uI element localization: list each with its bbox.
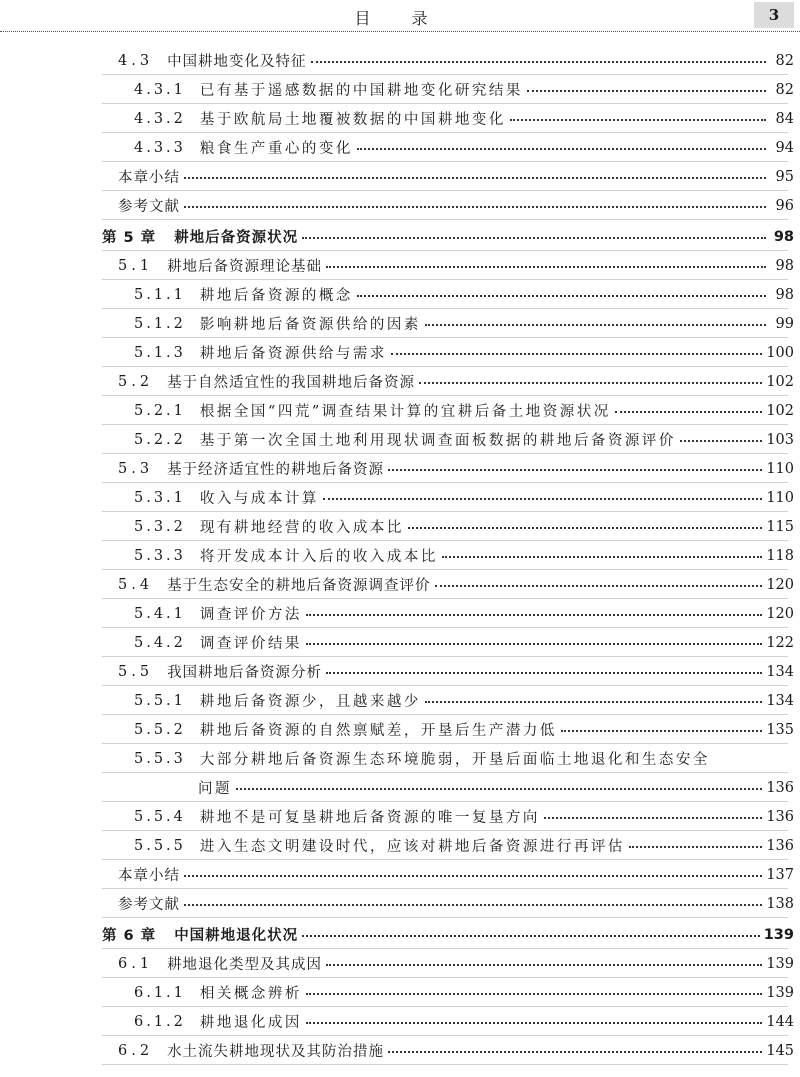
toc-entry-title: 问题	[198, 781, 232, 797]
toc-entry-page: 120	[766, 605, 794, 622]
toc-entry-page: 118	[766, 547, 794, 564]
toc-entry-title: 现有耕地经营的收入成本比	[199, 520, 404, 536]
toc-entry-title: 根据全国“四荒”调查结果计算的宜耕后备土地资源状况	[199, 404, 611, 420]
toc-entry-page: 102	[766, 373, 794, 390]
dot-leader	[311, 61, 766, 63]
dot-leader	[629, 846, 762, 848]
toc-entry[interactable]	[0, 949, 794, 978]
toc-entry-page: 134	[766, 692, 794, 709]
dot-leader	[357, 295, 766, 297]
toc-entry-number: 6.1.1	[134, 984, 186, 1001]
toc-entry-title: 基于生态安全的耕地后备资源调查评价	[167, 578, 431, 594]
dot-leader	[561, 730, 762, 732]
toc-entry-title: 影响耕地后备资源供给的因素	[199, 317, 421, 333]
toc-entry-title: 耕地退化类型及其成因	[167, 957, 323, 973]
page-number-badge: 3	[754, 2, 794, 28]
toc-entry-number: 5.3	[118, 460, 154, 477]
dot-leader	[326, 672, 762, 674]
toc-entry-title: 耕地后备资源少，且越来越少	[199, 694, 421, 710]
toc-entry-number: 5.5.5	[134, 837, 186, 854]
toc-entry-page: 98	[775, 257, 794, 274]
toc-entry[interactable]	[0, 773, 794, 802]
toc-chapter-entry[interactable]	[0, 222, 794, 251]
toc-entry-title: 参考文献	[118, 199, 180, 215]
dot-leader	[388, 1051, 762, 1053]
toc-entry[interactable]	[0, 541, 794, 570]
toc-entry-title: 耕地不是可复垦耕地后备资源的唯一复垦方向	[199, 810, 540, 826]
dot-leader	[388, 469, 762, 471]
toc-entry-page: 134	[766, 663, 794, 680]
toc-entry-page: 82	[775, 52, 794, 69]
toc-entry[interactable]	[0, 599, 794, 628]
dot-leader	[425, 701, 762, 703]
toc-entry-number: 5.2.1	[134, 402, 186, 419]
toc-entry-title: 耕地后备资源状况	[174, 230, 299, 246]
toc-entry[interactable]	[0, 162, 794, 191]
toc-entry-number: 6.1.2	[134, 1013, 186, 1030]
toc-entry-page: 144	[766, 1013, 794, 1030]
row-rule	[102, 219, 788, 220]
toc-entry-number: 5.3.1	[134, 489, 186, 506]
toc-entry-number: 5.4.1	[134, 605, 186, 622]
dot-leader	[680, 440, 762, 442]
toc-entry[interactable]	[0, 860, 794, 889]
toc-entry-page: 136	[766, 837, 794, 854]
toc-entry-title: 相关概念辨析	[199, 986, 302, 1002]
toc-entry-title: 进入生态文明建设时代，应该对耕地后备资源进行再评估	[199, 839, 625, 855]
dot-leader	[184, 206, 766, 208]
row-rule	[102, 1064, 788, 1065]
toc-entry-title: 基于自然适宜性的我国耕地后备资源	[167, 375, 416, 391]
table-of-contents	[0, 46, 800, 1065]
toc-entry-number: 4.3.3	[134, 139, 186, 156]
dot-leader	[184, 177, 766, 179]
toc-entry-title: 基于第一次全国土地利用现状调查面板数据的耕地后备资源评价	[199, 433, 676, 449]
dot-leader	[326, 266, 766, 268]
toc-entry[interactable]	[0, 802, 794, 831]
toc-entry[interactable]	[0, 744, 794, 773]
toc-entry-number: 5.1	[118, 257, 154, 274]
toc-entry-title: 本章小结	[118, 170, 180, 186]
toc-entry-page: 96	[775, 197, 794, 214]
toc-entry-number: 5.5.1	[134, 692, 186, 709]
toc-entry-page: 100	[766, 344, 794, 361]
toc-entry[interactable]	[0, 1036, 794, 1065]
toc-entry-title: 参考文献	[118, 897, 180, 913]
toc-entry-page: 98	[773, 228, 794, 245]
dot-leader	[184, 904, 762, 906]
toc-entry-title: 耕地后备资源的自然禀赋差，开垦后生产潜力低	[199, 723, 557, 739]
toc-entry-title: 本章小结	[118, 868, 180, 884]
toc-entry[interactable]	[0, 338, 794, 367]
toc-entry-page: 136	[766, 808, 794, 825]
dot-leader	[236, 788, 762, 790]
dot-leader	[184, 875, 762, 877]
toc-entry[interactable]	[0, 512, 794, 541]
row-rule	[102, 917, 788, 918]
dot-leader	[306, 1022, 762, 1024]
toc-entry-title: 耕地后备资源理论基础	[167, 259, 323, 275]
toc-entry-number: 4.3.2	[134, 110, 186, 127]
toc-entry-number: 第 5 章	[102, 230, 157, 246]
dot-leader	[425, 324, 766, 326]
toc-entry[interactable]	[0, 104, 794, 133]
toc-entry-title: 我国耕地后备资源分析	[167, 665, 323, 681]
toc-entry-page: 95	[775, 168, 794, 185]
toc-entry-number: 5.4.2	[134, 634, 186, 651]
toc-entry-title: 水土流失耕地现状及其防治措施	[167, 1044, 385, 1060]
toc-entry[interactable]	[0, 570, 794, 599]
dot-leader	[306, 643, 762, 645]
toc-entry-number: 5.5.4	[134, 808, 186, 825]
toc-entry-number: 第 6 章	[102, 928, 157, 944]
toc-entry-number: 6.2	[118, 1042, 154, 1059]
toc-entry-title: 大部分耕地后备资源生态环境脆弱，开垦后面临土地退化和生态安全	[199, 752, 710, 768]
toc-entry[interactable]	[0, 628, 794, 657]
toc-entry-page: 98	[775, 286, 794, 303]
toc-entry-title: 调查评价方法	[199, 607, 302, 623]
toc-entry-number: 5.5	[118, 663, 154, 680]
toc-entry-title: 耕地后备资源的概念	[199, 288, 353, 304]
dot-leader	[302, 935, 760, 937]
toc-entry-number: 5.5.3	[134, 750, 186, 767]
toc-entry-title: 粮食生产重心的变化	[199, 141, 353, 157]
toc-entry-page: 102	[766, 402, 794, 419]
toc-entry-title: 中国耕地退化状况	[174, 928, 299, 944]
toc-entry[interactable]	[0, 831, 794, 860]
dot-leader	[442, 556, 762, 558]
dot-leader	[323, 498, 762, 500]
toc-entry[interactable]	[0, 280, 794, 309]
toc-entry-number: 5.2.2	[134, 431, 186, 448]
toc-entry-title: 已有基于遥感数据的中国耕地变化研究结果	[199, 83, 523, 99]
dot-leader	[419, 382, 762, 384]
toc-entry[interactable]	[0, 396, 794, 425]
toc-entry-number: 5.3.3	[134, 547, 186, 564]
dot-leader	[544, 817, 762, 819]
toc-entry-page: 94	[775, 139, 794, 156]
toc-entry-page: 115	[766, 518, 794, 535]
toc-entry-page: 145	[766, 1042, 794, 1059]
toc-entry-number: 5.2	[118, 373, 154, 390]
dot-leader	[391, 353, 762, 355]
dot-leader	[306, 993, 762, 995]
toc-entry-page: 103	[766, 431, 794, 448]
toc-entry-number: 4.3.1	[134, 81, 186, 98]
toc-entry[interactable]	[0, 889, 794, 918]
toc-entry[interactable]	[0, 191, 794, 220]
toc-entry[interactable]	[0, 715, 794, 744]
toc-entry-page: 139	[763, 926, 794, 943]
toc-entry[interactable]	[0, 367, 794, 396]
toc-chapter-entry[interactable]	[0, 920, 794, 949]
toc-entry-title: 收入与成本计算	[199, 491, 319, 507]
toc-entry-page: 110	[766, 489, 794, 506]
toc-entry[interactable]	[0, 454, 794, 483]
page-header	[0, 0, 800, 30]
toc-entry-page: 135	[766, 721, 794, 738]
toc-entry[interactable]	[0, 46, 794, 75]
dot-leader	[326, 964, 762, 966]
toc-entry-title: 耕地后备资源供给与需求	[199, 346, 387, 362]
toc-entry-page: 138	[766, 895, 794, 912]
toc-entry-number: 4.3	[118, 52, 154, 69]
toc-entry-number: 5.1.2	[134, 315, 186, 332]
header-title: 目 录	[354, 9, 446, 28]
header-divider	[0, 31, 800, 32]
toc-entry-title: 将开发成本计入后的收入成本比	[199, 549, 438, 565]
toc-entry-page: 139	[766, 955, 794, 972]
toc-entry[interactable]	[0, 425, 794, 454]
toc-entry-title: 耕地退化成因	[199, 1015, 302, 1031]
toc-entry-page: 99	[775, 315, 794, 332]
dot-leader	[527, 90, 766, 92]
toc-entry-page: 110	[766, 460, 794, 477]
toc-entry-title: 基于欧航局土地覆被数据的中国耕地变化	[199, 112, 506, 128]
toc-entry[interactable]	[0, 75, 794, 104]
toc-entry[interactable]	[0, 133, 794, 162]
toc-entry-number: 5.4	[118, 576, 154, 593]
dot-leader	[302, 237, 766, 239]
toc-entry-number: 5.1.3	[134, 344, 186, 361]
toc-entry[interactable]	[0, 483, 794, 512]
toc-entry-title: 基于经济适宜性的耕地后备资源	[167, 462, 385, 478]
dot-leader	[408, 527, 762, 529]
dot-leader	[357, 148, 766, 150]
toc-entry-title: 调查评价结果	[199, 636, 302, 652]
dot-leader	[510, 119, 766, 121]
toc-entry[interactable]	[0, 686, 794, 715]
toc-entry-page: 120	[766, 576, 794, 593]
toc-entry-number: 5.1.1	[134, 286, 186, 303]
toc-entry-page: 84	[775, 110, 794, 127]
toc-entry-page: 82	[775, 81, 794, 98]
toc-entry[interactable]	[0, 1007, 794, 1036]
toc-entry[interactable]	[0, 251, 794, 280]
toc-entry-number: 5.3.2	[134, 518, 186, 535]
toc-entry-number: 6.1	[118, 955, 154, 972]
toc-entry-page: 139	[766, 984, 794, 1001]
dot-leader	[615, 411, 763, 413]
toc-entry-page: 122	[766, 634, 794, 651]
toc-entry-page: 137	[766, 866, 794, 883]
toc-entry[interactable]	[0, 978, 794, 1007]
toc-entry-title: 中国耕地变化及特征	[167, 54, 307, 70]
dot-leader	[306, 614, 762, 616]
toc-entry-page: 136	[766, 779, 794, 796]
dot-leader	[435, 585, 763, 587]
toc-entry-number: 5.5.2	[134, 721, 186, 738]
toc-entry[interactable]	[0, 309, 794, 338]
toc-entry[interactable]	[0, 657, 794, 686]
